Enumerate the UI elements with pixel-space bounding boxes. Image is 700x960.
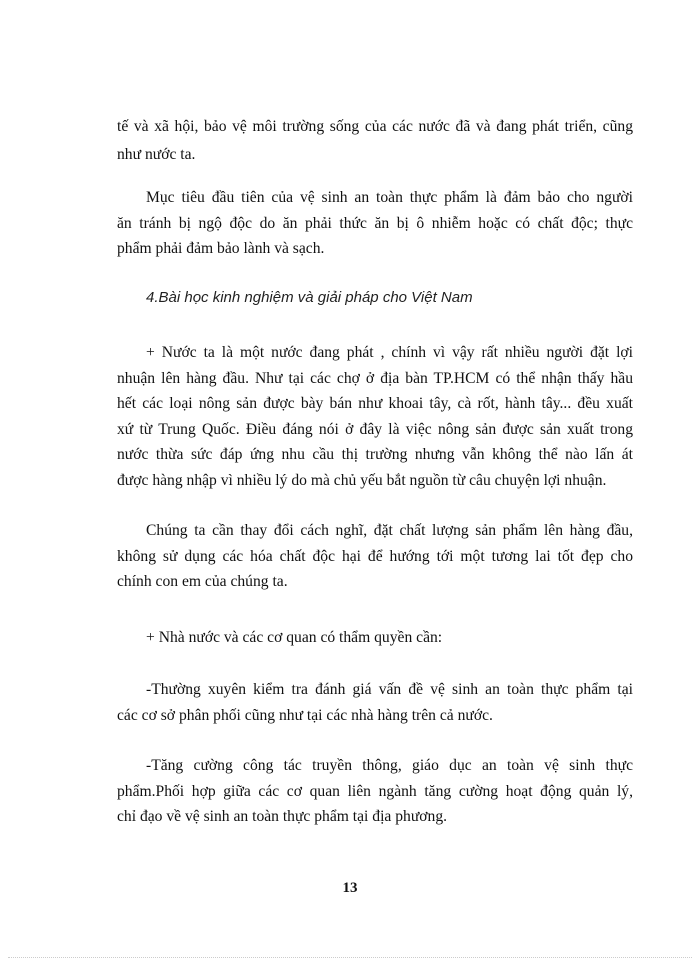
paragraph-line: + Nhà nước và các cơ quan có thẩm quyền cần: — [146, 629, 443, 646]
paragraph-communication — [117, 753, 633, 830]
paragraph-continuation — [117, 114, 633, 167]
paragraph-line: phẩm.Phối hợp giữa các cơ quan liên ngành tăng cường hoạt động quản lý, — [117, 782, 633, 800]
paragraph-change-mindset — [117, 518, 633, 595]
paragraph-line: được hàng nhập vì nhiều lý do mà chủ yếu bắt nguồn từ câu chuyện lợi nhuận. — [117, 471, 607, 489]
paragraph-line: chính con em của chúng ta. — [117, 573, 288, 590]
paragraph-inspection — [117, 677, 633, 728]
paragraph-line: chỉ đạo về vệ sinh an toàn thực phẩm tại địa phương. — [117, 808, 448, 825]
paragraph-line: nhuận lên hàng đầu. Như tại các chợ ở địa bàn TP.HCM có thể nhận thấy hầu — [117, 369, 633, 387]
paragraph-line: hết các loại nông sản được bày bán như khoai tây, cà rốt, hành tây... đều xuất — [117, 395, 633, 412]
page-bottom-divider — [8, 957, 692, 958]
paragraph-food-safety-goal — [117, 185, 633, 262]
paragraph-profit-issue — [117, 340, 633, 493]
paragraph-line: phẩm phải đảm bảo lành và sạch. — [117, 240, 325, 257]
paragraph-authorities — [117, 625, 633, 651]
paragraph-line: không sử dụng các hóa chất độc hại để hướng tới một tương lai tốt đẹp cho — [117, 547, 633, 565]
section-heading: 4.Bài học kinh nghiệm và giải pháp cho Việt Nam — [146, 289, 473, 306]
page-number: 13 — [342, 880, 358, 896]
paragraph-line: nước thừa sức đáp ứng nhu cầu thị trường nhưng vẫn không thể nào lấn át — [117, 446, 633, 463]
paragraph-line: như nước ta. — [117, 145, 196, 163]
paragraph-line: -Thường xuyên kiểm tra đánh giá vấn đề vệ sinh an toàn thực phẩm tại — [146, 681, 633, 698]
paragraph-line: ăn tránh bị ngộ độc do ăn phải thức ăn bị ô nhiễm hoặc có chất độc; thực — [117, 214, 633, 232]
paragraph-line: các cơ sở phân phối cũng như tại các nhà hàng trên cả nước. — [117, 706, 493, 724]
paragraph-line: tế và xã hội, bảo vệ môi trường sống của các nước đã và đang phát triển, cũng — [117, 118, 633, 135]
paragraph-line: -Tăng cường công tác truyền thông, giáo dục an toàn vệ sinh thực — [146, 757, 633, 774]
paragraph-line: Chúng ta cần thay đổi cách nghĩ, đặt chất lượng sản phẩm lên hàng đầu, — [146, 522, 633, 539]
paragraph-line: + Nước ta là một nước đang phát , chính vì vậy rất nhiều người đặt lợi — [146, 344, 633, 361]
paragraph-line: xứ từ Trung Quốc. Điều đáng nói ở đây là việc nông sản được sản xuất trong — [117, 420, 633, 438]
paragraph-line: Mục tiêu đầu tiên của vệ sinh an toàn thực phẩm là đảm bảo cho người — [146, 189, 633, 206]
